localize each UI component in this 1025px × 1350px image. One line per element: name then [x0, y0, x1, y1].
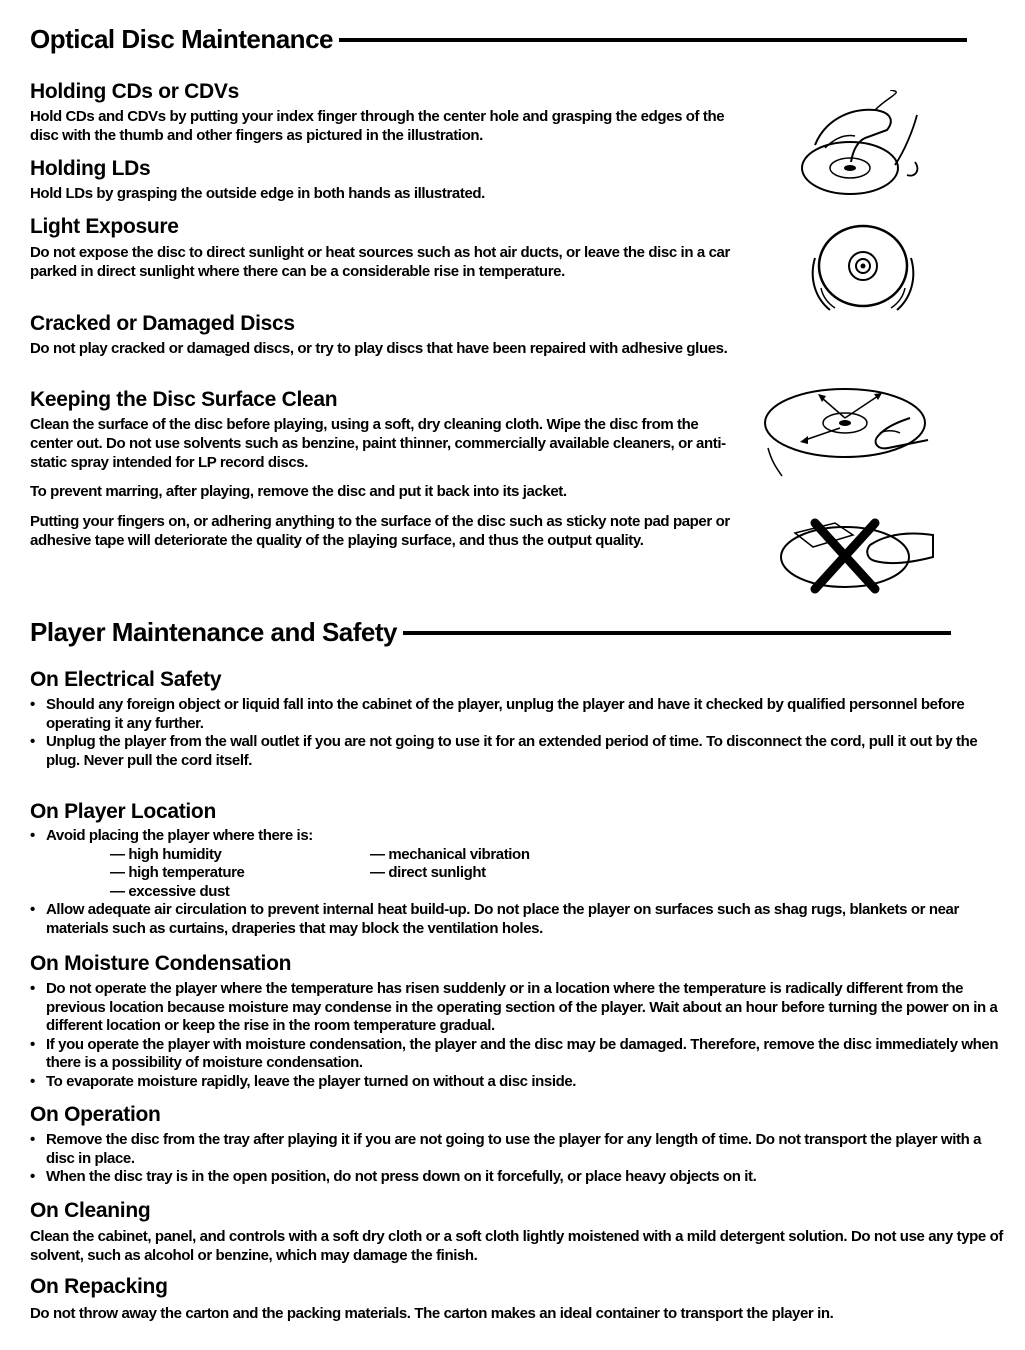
text-cleaning: Clean the cabinet, panel, and controls with a soft dry cloth or a soft cloth lightly moistened with a mild detergent solution. Do not use any type of solvent, such as alcohol or benzine, which may damage the finish.	[30, 1228, 1003, 1264]
text-clean-surface-1: Clean the surface of the disc before playing, using a soft, dry cleaning cloth. Wipe the disc from the center out. Do not use solvents such as benzine, paint thinner, commercially available cleaners, or anti-static spray intended for LP record discs.	[30, 416, 726, 471]
heading-repacking: On Repacking	[30, 1275, 168, 1298]
condition-item: — high humidity	[110, 845, 222, 863]
text-holding-cd: Hold CDs and CDVs by putting your index finger through the center hole and grasping the edges of the disc with the thumb and other fingers as pictured in the illustration.	[30, 108, 725, 144]
text-repacking: Do not throw away the carton and the packing materials. The carton makes an ideal container to transport the player in.	[30, 1305, 834, 1322]
list-item: • Do not operate the player where the temperature has risen suddenly or in a location where the temperature is radically different from the previous location because moisture may condense in the operating section of the player. Wait about an hour before turning the power on in a different location or keep the rise in the room temperature gradual.	[30, 980, 1005, 1036]
text-clean-surface-2: To prevent marring, after playing, remove the disc and put it back into its jacket.	[30, 483, 567, 500]
section-title-optical	[30, 24, 967, 55]
condition-item: — excessive dust	[110, 882, 230, 900]
heading-cleaning: On Cleaning	[30, 1199, 151, 1222]
condition-item: — high temperature	[110, 864, 245, 881]
list-item: • Should any foreign object or liquid fall into the cabinet of the player, unplug the player and have it checked by qualified personnel before operating it any further.	[30, 696, 1005, 733]
list-item: • Allow adequate air circulation to prevent internal heat build-up. Do not place the player on surfaces such as shag rugs, blankets or near materials such as curtains, draperies that may block the ventilation holes.	[30, 901, 1005, 938]
title-rule	[339, 38, 967, 42]
player-title-text: Player Maintenance and Safety	[30, 617, 397, 647]
optical-title-text: Optical Disc Maintenance	[30, 24, 333, 54]
heading-player-location: On Player Location	[30, 800, 216, 823]
heading-moisture: On Moisture Condensation	[30, 952, 292, 975]
text-cracked-discs: Do not play cracked or damaged discs, or try to play discs that have been repaired with adhesive glues.	[30, 340, 728, 357]
list-item: • When the disc tray is in the open position, do not press down on it forcefully, or place heavy objects on it.	[30, 1168, 1005, 1187]
text-clean-surface-3: Putting your fingers on, or adhering anything to the surface of the disc such as sticky note pad paper or adhesive tape will deteriorate the quality of the playing surface, and thus the output quality.	[30, 513, 730, 549]
condition-grid	[110, 846, 1005, 902]
list-item: • Unplug the player from the wall outlet if you are not going to use it for an extended period of time. To disconnect the cord, pull it out by the plug. Never pull the cord itself.	[30, 733, 1005, 770]
section-title-player	[30, 617, 951, 648]
list-item: • If you operate the player with moisture condensation, the player and the disc may be damaged. Therefore, remove the disc immediately when there is a possibility of moisture condensation.	[30, 1036, 1005, 1073]
heading-light-exposure: Light Exposure	[30, 215, 179, 238]
heading-holding-ld: Holding LDs	[30, 157, 151, 180]
heading-operation: On Operation	[30, 1103, 161, 1126]
list-item: • Remove the disc from the tray after playing it if you are not going to use the player for any length of time. Do not transport the player with a disc in place.	[30, 1131, 1005, 1168]
list-item	[30, 827, 1005, 901]
holding-ld-illustration	[805, 218, 925, 318]
list-electrical-safety	[30, 696, 1005, 770]
list-player-location	[30, 827, 1005, 938]
title-rule	[403, 631, 951, 635]
no-touch-surface-illustration	[775, 505, 935, 595]
condition-item: — direct sunlight	[370, 864, 486, 881]
wipe-disc-illustration	[760, 378, 930, 478]
list-moisture	[30, 980, 1005, 1091]
heading-clean-surface: Keeping the Disc Surface Clean	[30, 388, 338, 411]
text-holding-ld: Hold LDs by grasping the outside edge in both hands as illustrated.	[30, 185, 485, 202]
list-item: • To evaporate moisture rapidly, leave the player turned on without a disc inside.	[30, 1073, 1005, 1092]
heading-holding-cd: Holding CDs or CDVs	[30, 80, 239, 103]
holding-cd-illustration	[795, 90, 925, 205]
location-intro: Avoid placing the player where there is:	[46, 827, 313, 844]
condition-item: — mechanical vibration	[370, 845, 530, 863]
heading-electrical-safety: On Electrical Safety	[30, 668, 222, 691]
text-light-exposure: Do not expose the disc to direct sunlight or heat sources such as hot air ducts, or leave the disc in a car parked in direct sunlight where there can be a considerable rise in temperature.	[30, 244, 730, 280]
list-operation	[30, 1131, 1005, 1187]
heading-cracked-discs: Cracked or Damaged Discs	[30, 312, 295, 335]
